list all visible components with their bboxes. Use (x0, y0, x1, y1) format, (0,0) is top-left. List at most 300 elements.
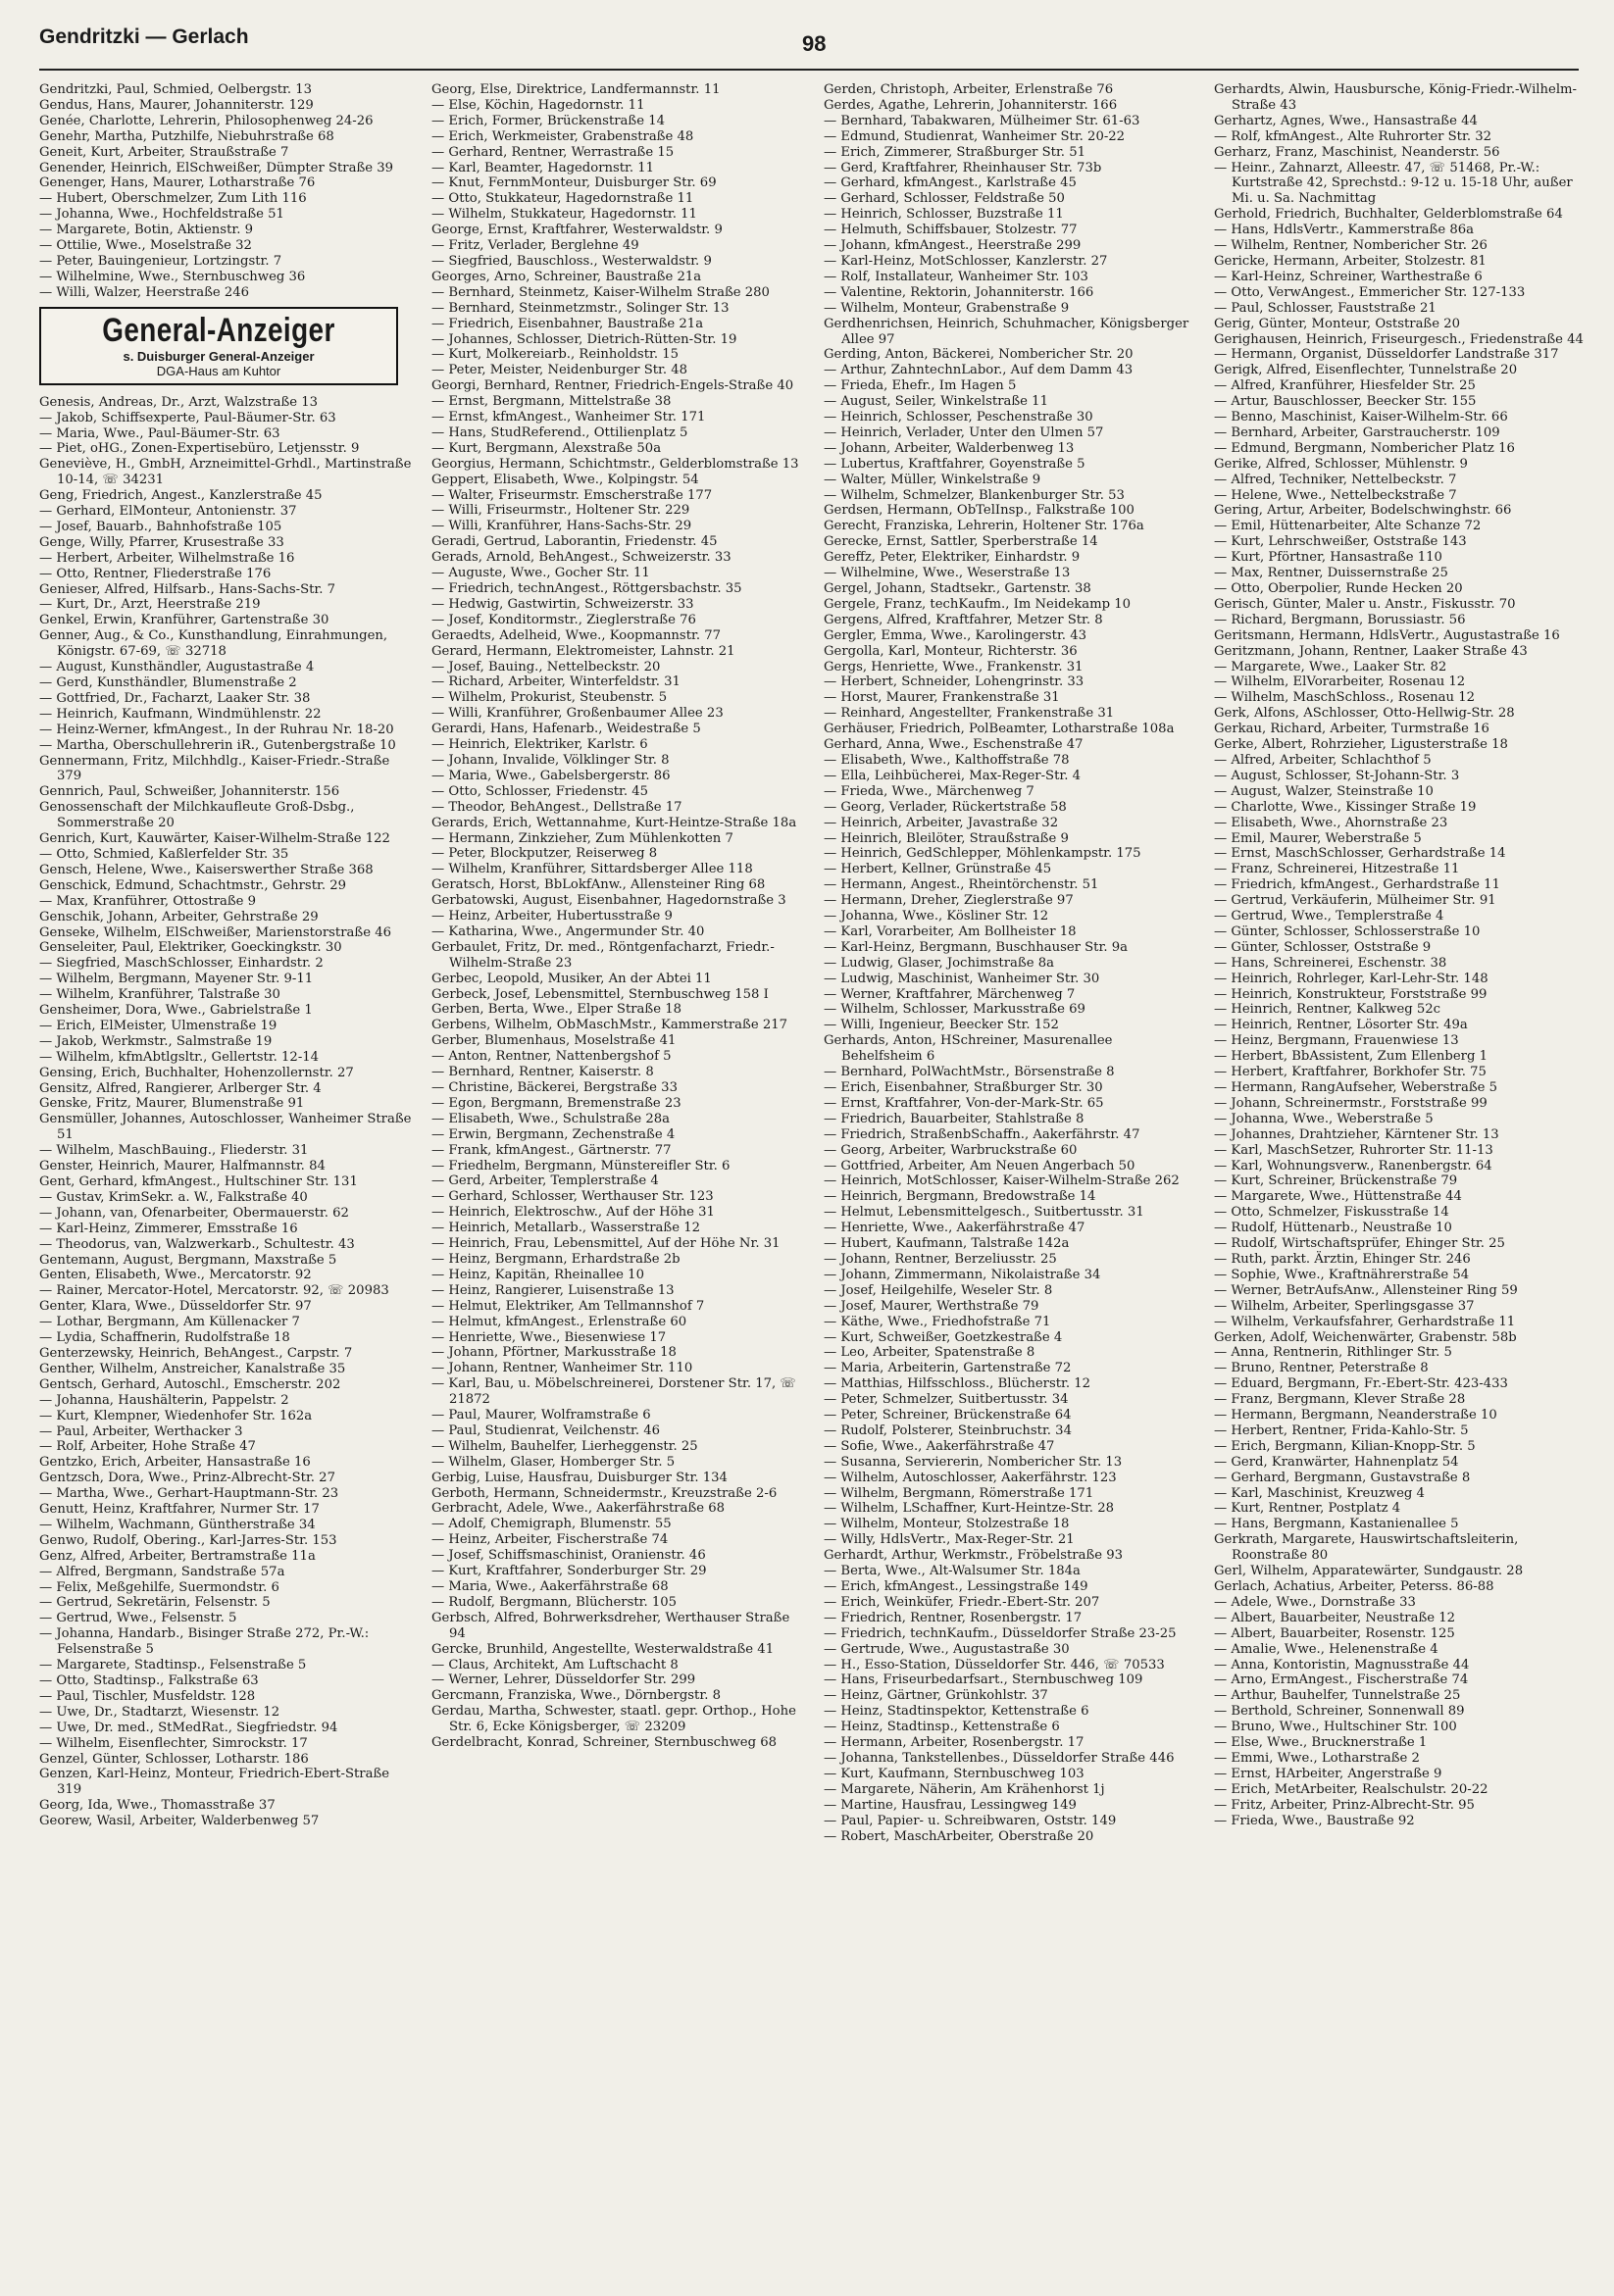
directory-entry: Genenger, Hans, Maurer, Lotharstraße 76 (39, 175, 316, 191)
running-head: Gendritzki — Gerlach (39, 25, 249, 48)
directory-entry: Gerk, Alfons, ASchlosser, Otto-Hellwig-Str. 28 (1214, 706, 1515, 722)
directory-entry: — Heinz, Bergmann, Erhardstraße 2b (431, 1251, 681, 1267)
directory-entry: — Elisabeth, Wwe., Kalthoffstraße 78 (824, 752, 1070, 768)
column-1 (39, 82, 412, 1829)
directory-entry: — Katharina, Wwe., Angermunder Str. 40 (431, 923, 705, 939)
directory-entry: — Karl, Wohnungsverw., Ranenbergstr. 64 (1214, 1158, 1492, 1173)
directory-entry: — Adele, Wwe., Dornstraße 33 (1214, 1594, 1416, 1610)
directory-entry: — Anna, Rentnerin, Rithlinger Str. 5 (1214, 1345, 1452, 1361)
directory-entry: — Martha, Oberschullehrerin iR., Gutenbergstraße 10 (39, 737, 396, 753)
directory-entry: — Heinrich, Schlosser, Buzstraße 11 (824, 207, 1064, 223)
directory-entry: Gerdau, Martha, Schwester, staatl. gepr. Orthop., Hohe Str. 6, Ecke Königsberger, ☏ 23209 (431, 1704, 796, 1735)
directory-entry: — Hermann, Zinkzieher, Zum Mühlenkotten 7 (431, 830, 733, 846)
directory-entry: — Henriette, Wwe., Biesenwiese 17 (431, 1329, 667, 1345)
directory-entry: — Ludwig, Maschinist, Wanheimer Str. 30 (824, 971, 1100, 986)
directory-entry: — August, Walzer, Steinstraße 10 (1214, 783, 1434, 799)
directory-entry: — Wilhelm, kfmAbtlgsltr., Gellertstr. 12-14 (39, 1049, 320, 1065)
directory-entry: — Ella, Leihbücherei, Max-Reger-Str. 4 (824, 768, 1082, 783)
directory-entry: — Rolf, kfmAngest., Alte Ruhrorter Str. 32 (1214, 128, 1491, 144)
column-1-top-entries (39, 82, 412, 301)
directory-entry: Gentzsch, Dora, Wwe., Prinz-Albrecht-Str. 27 (39, 1471, 335, 1486)
directory-entry: Genseleiter, Paul, Elektriker, Goeckingkstr. 30 (39, 940, 342, 956)
directory-entry: — Karl, MaschSetzer, Ruhrorter Str. 11-13 (1214, 1142, 1493, 1158)
directory-entry: — Hedwig, Gastwirtin, Schweizerstr. 33 (431, 596, 694, 612)
directory-entry: Gerdelbracht, Konrad, Schreiner, Sternbuschweg 68 (431, 1735, 777, 1751)
directory-entry: — Rolf, Installateur, Wanheimer Str. 103 (824, 269, 1088, 284)
directory-entry: Gerbec, Leopold, Musiker, An der Abtei 11 (431, 971, 712, 986)
ad-line-2: DGA-Haus am Kuhtor (156, 363, 281, 378)
directory-entry: — Matthias, Hilfsschloss., Blücherstr. 12 (824, 1376, 1091, 1392)
directory-entry: Geritzmann, Johann, Rentner, Laaker Straße 43 (1214, 643, 1528, 659)
directory-entry: — Heinrich, Bleilöter, Straußstraße 9 (824, 830, 1069, 846)
directory-entry: — Heinrich, Metallarb., Wasserstraße 12 (431, 1221, 701, 1236)
directory-entry: — Wilhelm, Bergmann, Mayener Str. 9-11 (39, 972, 314, 987)
directory-entry: — Margarete, Botin, Aktienstr. 9 (39, 223, 253, 238)
directory-entry: — Lothar, Bergmann, Am Küllenacker 7 (39, 1315, 300, 1330)
directory-entry: — Erich, kfmAngest., Lessingstraße 149 (824, 1579, 1088, 1594)
directory-entry: — Paul, Arbeiter, Werthacker 3 (39, 1423, 243, 1439)
directory-entry: Gendus, Hans, Maurer, Johanniterstr. 129 (39, 97, 314, 113)
directory-entry: — Käthe, Wwe., Friedhofstraße 71 (824, 1314, 1051, 1329)
directory-entry: — August, Seiler, Winkelstraße 11 (824, 394, 1048, 410)
directory-entry: — Heinrich, Schlosser, Peschenstraße 30 (824, 410, 1093, 425)
directory-entry: Gensch, Helene, Wwe., Kaiserswerther Straße 368 (39, 862, 374, 877)
directory-entry: — Helmut, Lebensmittelgesch., Suitbertusstr. 31 (824, 1205, 1144, 1221)
directory-entry: — Ottilie, Wwe., Moselstraße 32 (39, 238, 252, 254)
directory-entry: Gerbracht, Adele, Wwe., Aakerfährstraße 68 (431, 1501, 726, 1517)
directory-entry: Genge, Willy, Pfarrer, Krusestraße 33 (39, 534, 284, 550)
directory-entry: — Margarete, Wwe., Hüttenstraße 44 (1214, 1189, 1462, 1205)
directory-entry: — Otto, Schmied, Kaßlerfelder Str. 35 (39, 846, 289, 862)
directory-entry: Gerads, Arnold, BehAngest., Schweizerstr. 33 (431, 550, 731, 566)
directory-entry: Gennrich, Paul, Schweißer, Johanniterstr. 156 (39, 784, 340, 800)
directory-entry: Genzen, Karl-Heinz, Monteur, Friedrich-Ebert-Straße 319 (39, 1767, 390, 1798)
directory-entry: — Lydia, Schaffnerin, Rudolfstraße 18 (39, 1330, 290, 1346)
directory-entry: — Reinhard, Angestellter, Frankenstraße 31 (824, 706, 1115, 722)
directory-entry: Genterzewsky, Heinrich, BehAngest., Carpstr. 7 (39, 1345, 353, 1361)
directory-entry: Gerding, Anton, Bäckerei, Nombericher Str. 20 (824, 347, 1134, 363)
directory-entry: — Kurt, Schweißer, Goetzkestraße 4 (824, 1329, 1063, 1345)
directory-entry: Gergel, Johann, Stadtsekr., Gartenstr. 38 (824, 581, 1091, 596)
directory-entry: Gerhardt, Arthur, Werkmstr., Fröbelstraße 93 (824, 1548, 1124, 1564)
directory-entry: — Kurt, Bergmann, Alexstraße 50a (431, 440, 662, 456)
directory-entry: — Sofie, Wwe., Aakerfährstraße 47 (824, 1438, 1055, 1454)
directory-entry: — Wilhelm, Schlosser, Markusstraße 69 (824, 1002, 1085, 1018)
directory-entry: — Arno, ErmAngest., Fischerstraße 74 (1214, 1672, 1469, 1688)
directory-entry: Gensing, Erich, Buchhalter, Hohenzollernstr. 27 (39, 1065, 354, 1080)
directory-entry: — Kurt, Klempner, Wiedenhofer Str. 162a (39, 1408, 313, 1423)
ad-line-1: s. Duisburger General-Anzeiger (123, 348, 315, 364)
directory-entry: — Elisabeth, Wwe., Ahornstraße 23 (1214, 815, 1448, 830)
directory-entry: — Karl, Maschinist, Kreuzweg 4 (1214, 1485, 1425, 1501)
directory-entry: — Gottfried, Dr., Facharzt, Laaker Str. 38 (39, 690, 311, 706)
directory-entry: Gent, Gerhard, kfmAngest., Hultschiner Str. 131 (39, 1174, 358, 1189)
directory-entry: — Otto, Schlosser, Friedenstr. 45 (431, 783, 649, 799)
directory-entry: — Else, Wwe., Brucknerstraße 1 (1214, 1735, 1428, 1751)
directory-entry: — Johanna, Wwe., Kösliner Str. 12 (824, 909, 1049, 924)
directory-entry: — Peter, Meister, Neidenburger Str. 48 (431, 363, 688, 378)
directory-entry: — Rudolf, Polsterer, Steinbruchstr. 34 (824, 1423, 1072, 1438)
directory-entry: — Karl-Heinz, Bergmann, Buschhauser Str. 9a (824, 939, 1128, 955)
directory-entry: — Otto, Schmelzer, Fiskusstraße 14 (1214, 1205, 1449, 1221)
directory-entry: — Heinz, Stadtinspektor, Kettenstraße 6 (824, 1704, 1089, 1720)
directory-entry: — Wilhelm, Glaser, Homberger Str. 5 (431, 1454, 676, 1470)
directory-entry: Gerdes, Agathe, Lehrerin, Johanniterstr. 166 (824, 97, 1118, 113)
directory-entry: — Willi, Walzer, Heerstraße 246 (39, 284, 250, 300)
directory-entry: — Margarete, Stadtinsp., Felsenstraße 5 (39, 1658, 307, 1673)
directory-entry: — Bernhard, Steinmetz, Kaiser-Wilhelm Straße 280 (431, 284, 770, 300)
directory-entry: Georges, Arno, Schreiner, Baustraße 21a (431, 269, 702, 284)
directory-entry: Gering, Artur, Arbeiter, Bodelschwinghstr. 66 (1214, 503, 1512, 519)
directory-entry: George, Ernst, Kraftfahrer, Westerwaldstr. 9 (431, 223, 723, 238)
directory-entry: Genesis, Andreas, Dr., Arzt, Walzstraße 13 (39, 394, 319, 410)
directory-entry: — Heinrich, Kaufmann, Windmühlenstr. 22 (39, 706, 322, 722)
directory-entry: Genkel, Erwin, Kranführer, Gartenstraße 30 (39, 613, 329, 628)
directory-entry: — Heinz, Stadtinsp., Kettenstraße 6 (824, 1720, 1060, 1735)
directory-entry: — Frieda, Ehefr., Im Hagen 5 (824, 378, 1017, 394)
directory-entry: — Wilhelm, Eisenflechter, Simrockstr. 17 (39, 1735, 308, 1751)
directory-entry: — Berta, Wwe., Alt-Walsumer Str. 184a (824, 1564, 1081, 1579)
directory-entry: — Erich, Zimmerer, Straßburger Str. 51 (824, 144, 1085, 160)
directory-entry: — Hans, Schreinerei, Eschenstr. 38 (1214, 955, 1447, 971)
directory-entry: — Wilhelm, Stukkateur, Hagedornstr. 11 (431, 207, 697, 223)
directory-entry: — Anna, Kontoristin, Magnusstraße 44 (1214, 1657, 1470, 1672)
directory-entry: Genter, Klara, Wwe., Düsseldorfer Str. 97 (39, 1299, 312, 1315)
directory-entry: — Gerd, Kunsthändler, Blumenstraße 2 (39, 675, 297, 690)
directory-entry: — Alfred, Kranführer, Hiesfelder Str. 25 (1214, 378, 1476, 394)
directory-entry: Gensitz, Alfred, Rangierer, Arlberger Str. 4 (39, 1080, 322, 1096)
directory-entry: Genschik, Johann, Arbeiter, Gehrstraße 29 (39, 909, 319, 924)
directory-entry: — Martha, Wwe., Gerhart-Hauptmann-Str. 23 (39, 1486, 339, 1502)
directory-entry: — Herbert, Arbeiter, Wilhelmstraße 16 (39, 550, 295, 566)
directory-entry: — Heinz, Rangierer, Luisenstraße 13 (431, 1282, 675, 1298)
directory-entry: — Heinrich, Verlader, Unter den Ulmen 57 (824, 424, 1104, 440)
directory-entry: — Henriette, Wwe., Aakerfährstraße 47 (824, 1221, 1085, 1236)
directory-entry: Georgi, Bernhard, Rentner, Friedrich-Engels-Straße 40 (431, 378, 794, 394)
directory-entry: — Heinz-Werner, kfmAngest., In der Ruhrau Nr. 18-20 (39, 722, 394, 737)
directory-entry: Gerkau, Richard, Arbeiter, Turmstraße 16 (1214, 722, 1489, 737)
directory-entry: Genwo, Rudolf, Obering., Karl-Jarres-Str. 153 (39, 1532, 337, 1548)
directory-entry: — Wilhelm, LSchaffner, Kurt-Heintze-Str. 28 (824, 1501, 1114, 1517)
directory-entry: — Wilhelm, Bergmann, Römerstraße 171 (824, 1485, 1094, 1501)
directory-entry: — Gerhard, Schlosser, Werthauser Str. 123 (431, 1189, 714, 1205)
directory-entry: — Willi, Kranführer, Hans-Sachs-Str. 29 (431, 519, 692, 534)
directory-entry: — Friedrich, Eisenbahner, Baustraße 21a (431, 316, 704, 331)
directory-entry: — Wilhelmine, Wwe., Weserstraße 13 (824, 566, 1071, 581)
directory-entry: — Heinrich, Arbeiter, Javastraße 32 (824, 815, 1059, 830)
column-1-bottom-entries (39, 395, 412, 1829)
directory-entry: — Wilhelm, MaschSchloss., Rosenau 12 (1214, 690, 1475, 706)
directory-entry: — Walter, Müller, Winkelstraße 9 (824, 472, 1041, 487)
directory-entry: — Otto, VerwAngest., Emmericher Str. 127-133 (1214, 284, 1526, 300)
directory-entry: — Johann, Rentner, Wanheimer Str. 110 (431, 1361, 693, 1376)
directory-entry: — Maria, Wwe., Gabelsbergerstr. 86 (431, 768, 671, 783)
directory-entry: — Heinz, Kapitän, Rheinallee 10 (431, 1267, 644, 1282)
directory-entry: Gerden, Christoph, Arbeiter, Erlenstraße 76 (824, 82, 1114, 97)
directory-entry: — Gertrud, Wwe., Felsenstr. 5 (39, 1611, 237, 1626)
directory-entry: — August, Kunsthändler, Augustastraße 4 (39, 660, 315, 675)
directory-entry: Gerdhenrichsen, Heinrich, Schuhmacher, Königsberger Allee 97 (824, 316, 1189, 347)
directory-entry: — Peter, Schreiner, Brückenstraße 64 (824, 1408, 1072, 1423)
directory-entry: — Siegfried, MaschSchlosser, Einhardstr. 2 (39, 956, 324, 972)
directory-entry: — Arthur, ZahntechnLabor., Auf dem Damm 43 (824, 363, 1134, 378)
directory-entry: — Hans, HdlsVertr., Kammerstraße 86a (1214, 223, 1474, 238)
directory-entry: Gergs, Henriette, Wwe., Frankenstr. 31 (824, 659, 1084, 674)
directory-entry: — Karl, Vorarbeiter, Am Bollheister 18 (824, 923, 1077, 939)
directory-entry: — Heinrich, Rohrleger, Karl-Lehr-Str. 148 (1214, 971, 1488, 986)
directory-entry: — Piet, oHG., Zonen-Expertisebüro, Letjensstr. 9 (39, 441, 360, 457)
directory-entry: — Heinrich, MotSchlosser, Kaiser-Wilhelm-Straße 262 (824, 1173, 1180, 1189)
directory-entry: — Rainer, Mercator-Hotel, Mercatorstr. 92, ☏ 20983 (39, 1283, 389, 1299)
directory-entry: — Valentine, Rektorin, Johanniterstr. 166 (824, 284, 1094, 300)
directory-entry: — Johann, Rentner, Berzeliusstr. 25 (824, 1251, 1057, 1267)
directory-entry: — Rudolf, Wirtschaftsprüfer, Ehinger Str. 25 (1214, 1236, 1505, 1252)
directory-entry: — Paul, Papier- u. Schreibwaren, Oststr. 149 (824, 1813, 1117, 1828)
directory-entry: — Hermann, Angest., Rheintörchenstr. 51 (824, 877, 1099, 893)
directory-entry: Gerken, Adolf, Weichenwärter, Grabenstr. 58b (1214, 1329, 1517, 1345)
directory-entry: Gennermann, Fritz, Milchhdlg., Kaiser-Friedr.-Straße 379 (39, 753, 390, 784)
ad-title: General-Anzeiger (102, 311, 335, 349)
directory-entry: — Wilhelm, Prokurist, Steubenstr. 5 (431, 690, 668, 706)
directory-entry: — Kurt, Rentner, Postplatz 4 (1214, 1501, 1401, 1517)
directory-entry: — Ernst, Bergmann, Mittelstraße 38 (431, 394, 672, 410)
directory-entry: — Hubert, Oberschmelzer, Zum Lith 116 (39, 191, 307, 207)
directory-entry: Gensheimer, Dora, Wwe., Gabrielstraße 1 (39, 1003, 313, 1019)
directory-entry: Gerharz, Franz, Maschinist, Neanderstr. 56 (1214, 144, 1500, 160)
directory-entry: — Max, Kranführer, Ottostraße 9 (39, 893, 257, 909)
directory-entry: — Herbert, Schneider, Lohengrinstr. 33 (824, 674, 1084, 690)
directory-entry: Gentzko, Erich, Arbeiter, Hansastraße 16 (39, 1455, 311, 1471)
directory-entry: — Willi, Friseurmstr., Holtener Str. 229 (431, 503, 690, 519)
directory-entry: — Erich, Werkmeister, Grabenstraße 48 (431, 128, 694, 144)
directory-entry: Gerhold, Friedrich, Buchhalter, Gelderblomstraße 64 (1214, 207, 1563, 223)
directory-entry: — Herbert, Rentner, Frida-Kahlo-Str. 5 (1214, 1423, 1469, 1438)
directory-entry: — Gerhard, Schlosser, Feldstraße 50 (824, 191, 1065, 207)
directory-entry: — Wilhelmine, Wwe., Sternbuschweg 36 (39, 269, 306, 284)
directory-entry: Genender, Heinrich, ElSchweißer, Dümpter Straße 39 (39, 160, 394, 175)
directory-entry: Gendritzki, Paul, Schmied, Oelbergstr. 13 (39, 82, 313, 97)
directory-entry: Genehr, Martha, Putzhilfe, Niebuhrstraße 68 (39, 128, 334, 144)
directory-entry: Gentsch, Gerhard, Autoschl., Emscherstr. 202 (39, 1376, 341, 1392)
directory-entry: — Wilhelm, Wachmann, Güntherstraße 34 (39, 1517, 316, 1532)
directory-entry: Genzel, Günter, Schlosser, Lotharstr. 186 (39, 1751, 309, 1767)
directory-entry: Gericke, Hermann, Arbeiter, Stolzestr. 81 (1214, 253, 1487, 269)
directory-entry: — Günter, Schlosser, Oststraße 9 (1214, 939, 1432, 955)
directory-entry: — Charlotte, Wwe., Kissinger Straße 19 (1214, 799, 1477, 815)
directory-entry: Gerber, Blumenhaus, Moselstraße 41 (431, 1033, 677, 1049)
directory-entry: — Herbert, BbAssistent, Zum Ellenberg 1 (1214, 1049, 1488, 1065)
directory-entry: — Herbert, Kellner, Grünstraße 45 (824, 862, 1052, 877)
directory-entry: — Hans, Bergmann, Kastanienallee 5 (1214, 1517, 1459, 1532)
directory-entry: — Rudolf, Bergmann, Blücherstr. 105 (431, 1594, 678, 1610)
directory-entry: Gerben, Berta, Wwe., Elper Straße 18 (431, 1002, 682, 1018)
directory-entry: — Wilhelm, Kranführer, Sittardsberger Allee 118 (431, 862, 753, 877)
directory-entry: — Edmund, Bergmann, Nombericher Platz 16 (1214, 440, 1515, 456)
directory-entry: — Johanna, Haushälterin, Pappelstr. 2 (39, 1392, 289, 1408)
directory-entry: Gerecht, Franziska, Lehrerin, Holtener Str. 176a (824, 519, 1144, 534)
directory-entry: — Paul, Maurer, Wolframstraße 6 (431, 1408, 651, 1423)
directory-entry: — Hubert, Kaufmann, Talstraße 142a (824, 1236, 1070, 1252)
directory-entry: — Bernhard, Tabakwaren, Mülheimer Str. 61-63 (824, 113, 1140, 128)
directory-entry: — Max, Rentner, Duissernstraße 25 (1214, 566, 1448, 581)
directory-entry: — Friedrich, Rentner, Rosenbergstr. 17 (824, 1610, 1083, 1625)
directory-entry: — Georg, Arbeiter, Warbruckstraße 60 (824, 1142, 1078, 1158)
directory-entry: — Peter, Schmelzer, Suitbertusstr. 34 (824, 1392, 1069, 1408)
directory-entry: — Karl-Heinz, Zimmerer, Emsstraße 16 (39, 1221, 298, 1236)
directory-entry: — Elisabeth, Wwe., Schulstraße 28a (431, 1111, 671, 1126)
directory-entry: — Bernhard, Arbeiter, Garstraucherstr. 109 (1214, 424, 1500, 440)
directory-entry: — Martine, Hausfrau, Lessingweg 149 (824, 1797, 1077, 1813)
directory-entry: Gerke, Albert, Rohrzieher, Ligusterstraße 18 (1214, 737, 1508, 753)
directory-entry: — Wilhelm, Rentner, Nombericher Str. 26 (1214, 238, 1488, 254)
directory-entry: — Margarete, Näherin, Am Krähenhorst 1j (824, 1781, 1105, 1797)
directory-entry: — Willy, HdlsVertr., Max-Reger-Str. 21 (824, 1532, 1075, 1548)
directory-entry: — Heinrich, Bergmann, Bredowstraße 14 (824, 1189, 1096, 1205)
directory-entry: — Leo, Arbeiter, Spatenstraße 8 (824, 1345, 1035, 1361)
directory-entry: — Heinz, Bergmann, Frauenwiese 13 (1214, 1033, 1459, 1049)
directory-entry: — Johanna, Wwe., Weberstraße 5 (1214, 1111, 1434, 1126)
directory-entry: Georg, Else, Direktrice, Landfermannstr. 11 (431, 82, 721, 97)
directory-entry: Gerbeck, Josef, Lebensmittel, Sternbuschweg 158 I (431, 986, 769, 1002)
directory-entry: — Franz, Bergmann, Klever Straße 28 (1214, 1392, 1466, 1408)
directory-entry: Gerisch, Günter, Maler u. Anstr., Fiskusstr. 70 (1214, 596, 1516, 612)
directory-entry: — Ernst, kfmAngest., Wanheimer Str. 171 (431, 410, 706, 425)
directory-entry: — Heinrich, Rentner, Lösorter Str. 49a (1214, 1018, 1468, 1033)
directory-entry: — Wilhelm, MaschBauing., Fliederstr. 31 (39, 1143, 309, 1159)
directory-entry: — Gerd, Kraftfahrer, Rheinhauser Str. 73b (824, 160, 1102, 175)
directory-entry: — Kurt, Lehrschweißer, Oststraße 143 (1214, 534, 1467, 550)
directory-entry: — Willi, Ingenieur, Beecker Str. 152 (824, 1018, 1059, 1033)
directory-entry: Geneit, Kurt, Arbeiter, Straußstraße 7 (39, 144, 289, 160)
directory-entry: — Emil, Hüttenarbeiter, Alte Schanze 72 (1214, 519, 1482, 534)
directory-entry: — Heinz, Gärtner, Grünkohlstr. 37 (824, 1688, 1048, 1704)
page-header (39, 25, 1579, 65)
directory-entry: — Heinrich, Frau, Lebensmittel, Auf der Höhe Nr. 31 (431, 1236, 781, 1252)
directory-entry: Genée, Charlotte, Lehrerin, Philosophenweg 24-26 (39, 113, 374, 128)
directory-entry: — Werner, Kraftfahrer, Märchenweg 7 (824, 986, 1076, 1002)
directory-entry: — Wilhelm, Schmelzer, Blankenburger Str. 53 (824, 487, 1125, 503)
directory-entry: Gerardi, Hans, Hafenarb., Weidestraße 5 (431, 722, 701, 737)
directory-entry: Geraedts, Adelheid, Wwe., Koopmannstr. 77 (431, 627, 722, 643)
directory-entry: — Richard, Bergmann, Borussiastr. 56 (1214, 612, 1466, 627)
directory-entry: — Heinrich, Rentner, Kalkweg 52c (1214, 1002, 1441, 1018)
directory-entry: — Erich, Weinküfer, Friedr.-Ebert-Str. 207 (824, 1594, 1100, 1610)
directory-entry: — Helene, Wwe., Nettelbeckstraße 7 (1214, 487, 1457, 503)
directory-entry: Gercke, Brunhild, Angestellte, Westerwaldstraße 41 (431, 1641, 775, 1657)
directory-entry: — Horst, Maurer, Frankenstraße 31 (824, 690, 1060, 706)
directory-entry: — Felix, Meßgehilfe, Suermondstr. 6 (39, 1579, 279, 1595)
directory-entry: — Werner, Lehrer, Düsseldorfer Str. 299 (431, 1672, 696, 1688)
directory-entry: — Heinz, Arbeiter, Hubertusstraße 9 (431, 909, 673, 924)
directory-entry: Genschick, Edmund, Schachtmstr., Gehrstr. 29 (39, 877, 347, 893)
directory-entry: — Heinrich, Elektroschw., Auf der Höhe 31 (431, 1205, 715, 1221)
directory-entry: Genz, Alfred, Arbeiter, Bertramstraße 11a (39, 1548, 316, 1564)
directory-entry: — Gerhard, ElMonteur, Antonienstr. 37 (39, 504, 297, 520)
directory-entry: — Johanna, Tankstellenbes., Düsseldorfer Straße 446 (824, 1750, 1175, 1766)
directory-entry: — Heinz, Arbeiter, Fischerstraße 74 (431, 1532, 669, 1548)
directory-entry: — Wilhelm, ElVorarbeiter, Rosenau 12 (1214, 674, 1466, 690)
directory-entry: — Edmund, Studienrat, Wanheimer Str. 20-22 (824, 128, 1126, 144)
directory-entry: — Friedrich, kfmAngest., Gerhardstraße 11 (1214, 877, 1500, 893)
directory-entry: — Paul, Schlosser, Fauststraße 21 (1214, 300, 1437, 316)
directory-entry: Gergele, Franz, techKaufm., Im Neidekamp 10 (824, 596, 1132, 612)
directory-entry: — Karl, Bau, u. Möbelschreinerei, Dorstener Str. 17, ☏ 21872 (431, 1376, 796, 1408)
directory-entry: Gerards, Erich, Wettannahme, Kurt-Heintze-Straße 18a (431, 815, 797, 830)
directory-entry: — Erich, Eisenbahner, Straßburger Str. 30 (824, 1080, 1103, 1095)
directory-entry: — August, Schlosser, St-Johann-Str. 3 (1214, 768, 1460, 783)
directory-entry: — Auguste, Wwe., Gocher Str. 11 (431, 566, 650, 581)
directory-entry: — Hermann, Dreher, Zieglerstraße 97 (824, 893, 1074, 909)
directory-entry: — Kurt, Molkereiarb., Reinholdstr. 15 (431, 347, 680, 363)
directory-entry: Gerbens, Wilhelm, ObMaschMstr., Kammerstraße 217 (431, 1018, 788, 1033)
directory-entry: — Helmuth, Schiffsbauer, Stolzestr. 77 (824, 223, 1078, 238)
directory-entry: Gensmüller, Johannes, Autoschlosser, Wanheimer Straße 51 (39, 1112, 412, 1143)
directory-entry: Gergens, Alfred, Kraftfahrer, Metzer Str. 8 (824, 612, 1103, 627)
directory-entry: — Rolf, Arbeiter, Hohe Straße 47 (39, 1439, 256, 1455)
directory-entry: — Josef, Bauarb., Bahnhofstraße 105 (39, 519, 282, 534)
directory-entry: Genossenschaft der Milchkaufleute Groß-Dsbg., Sommerstraße 20 (39, 800, 355, 831)
directory-entry: Gerig, Günter, Monteur, Oststraße 20 (1214, 316, 1461, 331)
directory-entry: Genske, Fritz, Maurer, Blumenstraße 91 (39, 1096, 305, 1112)
directory-entry: — Johannes, Schlosser, Dietrich-Rütten-Str. 19 (431, 331, 737, 347)
directory-entry: — Hermann, Organist, Düsseldorfer Landstraße 317 (1214, 347, 1559, 363)
directory-entry: — Frieda, Wwe., Baustraße 92 (1214, 1813, 1415, 1828)
directory-entry: — Kurt, Kaufmann, Sternbuschweg 103 (824, 1766, 1084, 1781)
directory-entry: — Siegfried, Bauschloss., Westerwaldstr. 9 (431, 253, 712, 269)
general-anzeiger-ad (39, 307, 398, 385)
directory-entry: Genutt, Heinz, Kraftfahrer, Nurmer Str. 17 (39, 1502, 320, 1518)
directory-entry: — Eduard, Bergmann, Fr.-Ebert-Str. 423-433 (1214, 1376, 1508, 1392)
directory-entry: — Fritz, Arbeiter, Prinz-Albrecht-Str. 95 (1214, 1797, 1475, 1813)
column-4 (1214, 82, 1587, 1829)
directory-entry: — Jakob, Schiffsexperte, Paul-Bäumer-Str. 63 (39, 410, 336, 425)
directory-entry: — Christine, Bäckerei, Bergstraße 33 (431, 1080, 678, 1095)
directory-entry: — Ruth, parkt. Ärztin, Ehinger Str. 246 (1214, 1251, 1471, 1267)
directory-entry: — Herbert, Kraftfahrer, Borkhofer Str. 75 (1214, 1065, 1487, 1080)
directory-entry: — Adolf, Chemigraph, Blumenstr. 55 (431, 1517, 672, 1532)
directory-entry: — Otto, Oberpolier, Runde Hecken 20 (1214, 581, 1463, 596)
directory-entry: Gerkrath, Margarete, Hauswirtschaftsleiterin, Roonstraße 80 (1214, 1532, 1519, 1564)
directory-entry: Gercmann, Franziska, Wwe., Dörnbergstr. 8 (431, 1688, 721, 1704)
directory-entry: — Johanna, Handarb., Bisinger Straße 272, Pr.-W.: Felsenstraße 5 (39, 1626, 370, 1658)
directory-entry: — Sophie, Wwe., Kraftnährerstraße 54 (1214, 1267, 1470, 1282)
directory-entry: — Frank, kfmAngest., Gärtnerstr. 77 (431, 1142, 672, 1158)
directory-entry: — Ernst, Kraftfahrer, Von-der-Mark-Str. 65 (824, 1095, 1104, 1111)
directory-entry: — Otto, Stadtinsp., Falkstraße 63 (39, 1673, 259, 1688)
directory-entry: — Hermann, RangAufseher, Weberstraße 5 (1214, 1080, 1498, 1095)
directory-entry: Geratsch, Horst, BbLokfAnw., Allensteiner Ring 68 (431, 877, 766, 893)
directory-entry: Gergolla, Karl, Monteur, Richterstr. 36 (824, 643, 1078, 659)
directory-entry: — Johann, Arbeiter, Walderbenweg 13 (824, 440, 1075, 456)
directory-entry: — Gertrud, Sekretärin, Felsenstr. 5 (39, 1595, 271, 1611)
directory-entry: — Jakob, Werkmstr., Salmstraße 19 (39, 1033, 273, 1049)
directory-entry: — Georg, Verlader, Rückertstraße 58 (824, 799, 1067, 815)
directory-entry: — Franz, Schreinerei, Hitzestraße 11 (1214, 862, 1460, 877)
directory-entry: Geneviève, H., GmbH, Arzneimittel-Grhdl., Martinstraße 10-14, ☏ 34231 (39, 457, 412, 488)
directory-entry: — Paul, Tischler, Musfeldstr. 128 (39, 1688, 256, 1704)
directory-entry: Genrich, Kurt, Kauwärter, Kaiser-Wilhelm-Straße 122 (39, 831, 390, 847)
directory-entry: — Johann, Zimmermann, Nikolaistraße 34 (824, 1267, 1101, 1282)
directory-entry: — Uwe, Dr. med., StMedRat., Siegfriedstr. 94 (39, 1720, 338, 1735)
directory-entry: — Arthur, Bauhelfer, Tunnelstraße 25 (1214, 1688, 1461, 1704)
directory-entry: — Otto, Stukkateur, Hagedornstraße 11 (431, 191, 694, 207)
column-3 (824, 82, 1196, 1844)
directory-entry: — Robert, MaschArbeiter, Oberstraße 20 (824, 1828, 1094, 1844)
directory-entry: Gentemann, August, Bergmann, Maxstraße 5 (39, 1252, 337, 1268)
directory-entry: — Friedhelm, Bergmann, Münstereifler Str. 6 (431, 1158, 731, 1173)
directory-entry: — Frieda, Wwe., Märchenweg 7 (824, 783, 1034, 799)
directory-entry: — Josef, Maurer, Werthstraße 79 (824, 1298, 1039, 1314)
